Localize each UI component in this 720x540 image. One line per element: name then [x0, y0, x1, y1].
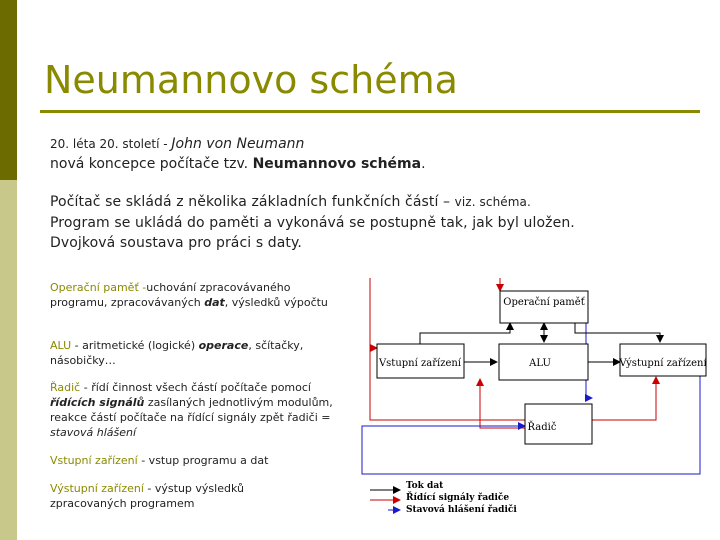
legend-item-control-signals: [370, 491, 509, 503]
alu-description: ALU - aritmetické (logické) operace, sčítačky, násobičky…: [50, 339, 304, 367]
overview-paragraph: [50, 192, 575, 254]
svg-text:Operační paměť: Operační paměť: [503, 297, 585, 308]
svg-text:Tok dat: Tok dat: [406, 481, 444, 491]
legend-item-status-reports: [388, 504, 517, 515]
svg-text:Vstupní zařízení: Vstupní zařízení: [378, 358, 462, 369]
input-device-description: Vstupní zařízení - vstup programu a dat: [50, 454, 269, 467]
control-unit-description: Řadič - řídí činnost všech částí počítače pomocí řídících signálů zasílaných jednotlivým modulům, reakce částí počítače na řídící signály zpět řadiči = stavová hlášení: [50, 381, 333, 439]
overview-line-3: Dvojková soustava pro práci s daty.: [50, 235, 302, 251]
von-neumann-diagram: [360, 278, 710, 523]
sidebar-decoration: [0, 0, 17, 540]
intro-text: [50, 134, 426, 174]
svg-text:ALU: ALU: [529, 358, 551, 369]
intro-line-2: nová koncepce počítače tzv. Neumannovo schéma.: [50, 156, 426, 172]
svg-text:Řídící signály řadiče: Řídící signály řadiče: [406, 493, 510, 503]
box-input-device: [377, 344, 464, 378]
title-divider: [40, 110, 700, 113]
svg-text:Stavová hlášení řadiči: Stavová hlášení řadiči: [406, 505, 517, 515]
memory-description: Operační paměť -uchování zpracovávaného programu, zpracovávaných dat, výsledků výpočtu: [50, 281, 328, 309]
box-memory: [500, 291, 588, 323]
sidebar-light-band: [0, 180, 17, 540]
page-title: Neumannovo schéma: [44, 58, 458, 102]
legend-item-data-flow: [370, 481, 444, 491]
output-device-description: Výstupní zařízení - výstup výsledků zpracovaných programem: [50, 482, 244, 510]
legend: [370, 481, 517, 515]
box-output-device: [618, 344, 707, 376]
overview-line-1: Počítač se skládá z několika základních funkčních částí – viz. schéma.: [50, 194, 531, 210]
intro-line-1: 20. léta 20. století - John von Neumann: [50, 136, 305, 152]
svg-text:Řadič: Řadič: [527, 422, 557, 433]
overview-line-2: Program se ukládá do paměti a vykonává se postupně tak, jak byl uložen.: [50, 214, 575, 231]
box-control-unit: [525, 404, 592, 444]
box-alu: [499, 344, 588, 380]
svg-text:Výstupní zařízení: Výstupní zařízení: [619, 358, 707, 369]
sidebar-dark-band: [0, 0, 17, 180]
